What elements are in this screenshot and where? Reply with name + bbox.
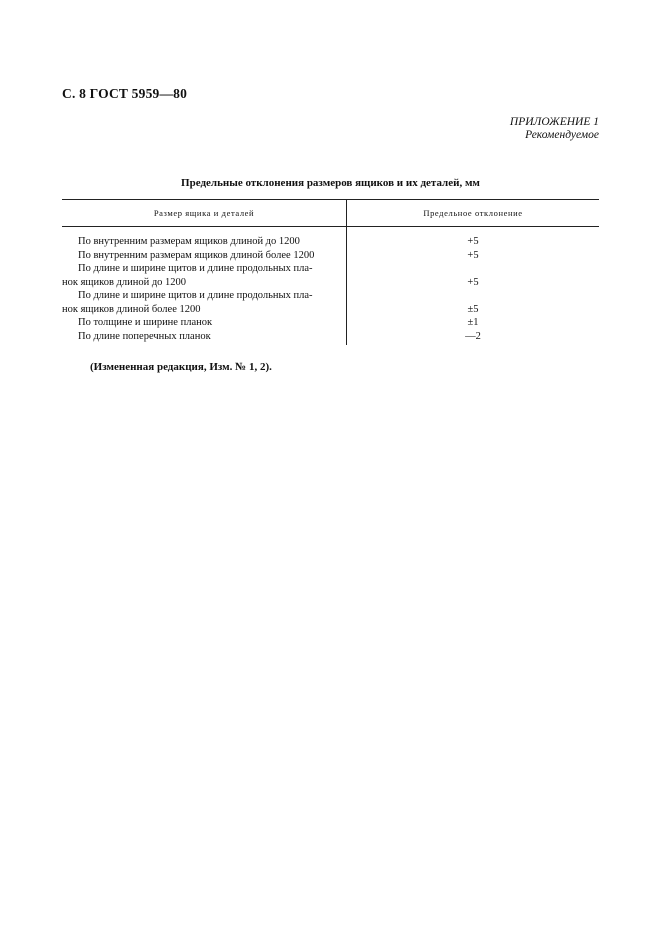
table-row xyxy=(62,249,599,263)
size-text-continued: нок ящиков длиной более 1200 xyxy=(62,303,201,315)
deviation-cell: +5 xyxy=(467,249,479,261)
size-text: По длине и ширине щитов и длине продольных пла- xyxy=(78,263,313,274)
size-cell xyxy=(62,235,336,249)
deviation-cell: +5 xyxy=(467,236,479,247)
table-title: Предельные отклонения размеров ящиков и их деталей, мм xyxy=(181,177,480,189)
page-header: С. 8 ГОСТ 5959—80 xyxy=(62,86,188,101)
deviation-cell: ±5 xyxy=(467,303,479,315)
appendix-title: ПРИЛОЖЕНИЕ 1 xyxy=(509,116,599,128)
deviation-cell: +5 xyxy=(467,276,479,288)
size-cell xyxy=(62,289,336,316)
appendix-subtitle: Рекомендуемое xyxy=(525,129,599,141)
deviation-cell: ±1 xyxy=(467,317,479,328)
table-row xyxy=(62,289,599,316)
table-body xyxy=(62,235,599,343)
size-text: По длине поперечных планок xyxy=(78,330,211,342)
size-text: По толщине и ширине планок xyxy=(78,317,213,328)
table-row xyxy=(62,235,599,249)
size-text: По длине и ширине щитов и длине продольных пла- xyxy=(78,290,313,301)
size-cell xyxy=(62,262,336,289)
size-text: По внутренним размерам ящиков длиной более 1200 xyxy=(78,249,315,261)
table-row xyxy=(62,262,599,289)
deviation-table xyxy=(62,199,599,346)
table-header-rule xyxy=(62,226,599,227)
size-cell xyxy=(62,249,336,263)
column-header-deviation: Предельное отклонение xyxy=(423,208,523,218)
column-header-size: Размер ящика и деталей xyxy=(153,208,255,218)
size-text: По внутренним размерам ящиков длиной до 1200 xyxy=(78,236,300,247)
size-text-continued: нок ящиков длиной до 1200 xyxy=(62,276,187,288)
size-cell xyxy=(62,316,336,330)
table-row xyxy=(62,316,599,330)
deviation-cell: —2 xyxy=(465,330,481,342)
size-cell xyxy=(62,330,336,344)
appendix-block xyxy=(510,116,599,142)
table-top-rule xyxy=(62,199,599,200)
revision-note: (Измененная редакция, Изм. № 1, 2). xyxy=(90,361,272,373)
table-row xyxy=(62,330,599,344)
